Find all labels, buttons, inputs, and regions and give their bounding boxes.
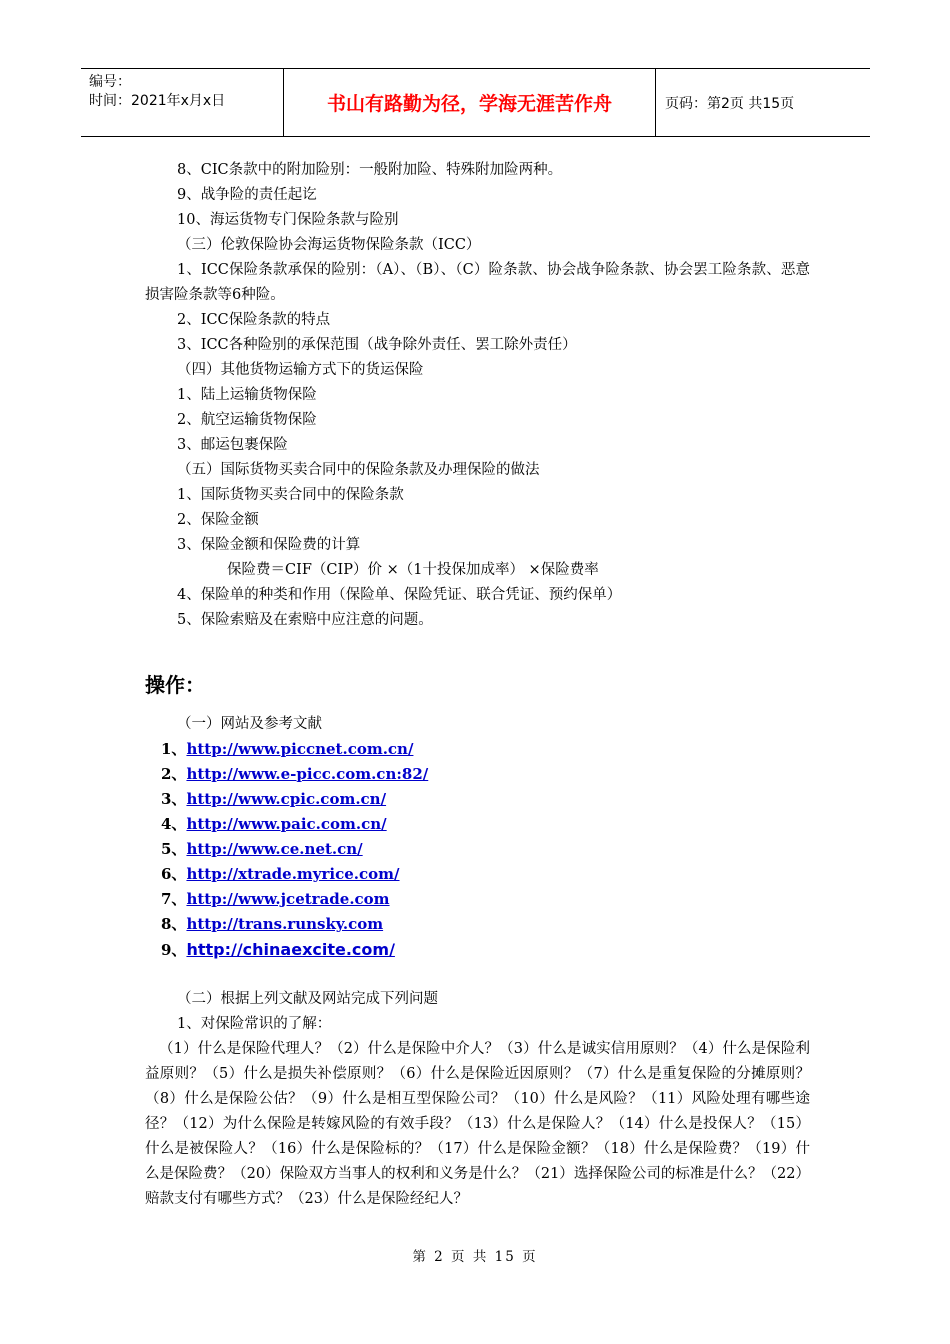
- link-runsky[interactable]: http://trans.runsky.com: [186, 915, 384, 933]
- list-item: [161, 787, 810, 812]
- list-item: [161, 937, 810, 963]
- list-item: [161, 737, 810, 762]
- header-page-label: 页码：第2页 共15页: [665, 95, 795, 112]
- section-title: 操作：: [145, 673, 205, 697]
- subsection-title: （一）网站及参考文献: [177, 716, 322, 732]
- text-line: 10、海运货物专门保险条款与险别: [177, 212, 399, 228]
- link-number: 4、: [161, 815, 187, 833]
- subsection-title: （二）根据上列文献及网站完成下列问题: [177, 991, 438, 1007]
- text-line: 2、保险金额: [177, 512, 259, 528]
- link-number: 3、: [161, 790, 187, 808]
- page-header: [81, 68, 870, 137]
- text-line: （五）国际货物买卖合同中的保险条款及办理保险的做法: [177, 462, 540, 478]
- link-paic[interactable]: http://www.paic.com.cn/: [186, 815, 387, 833]
- questions-paragraph: （1）什么是保险代理人？（2）什么是保险中介人？（3）什么是诚实信用原则？（4）什么是保险利益原则？（5）什么是损失补偿原则？（6）什么是保险近因原则？（7）什么是重复保险的分摊原则？（8）什么是保险公估？（9）什么是相互型保险公司？（10）什么是风险？（11）风险处理有哪些途径？（12）为什么保险是转嫁风险的有效手段？（13）什么是保险人？（14）什么是投保人？（15）什么是被保险人？（16）什么是保险标的？（17）什么是保险金额？（18）什么是保险费？（19）什么是保险费？（20）保险双方当事人的权利和义务是什么？（21）选择保险公司的标准是什么？（22）赔款支付有哪些方式？（23）什么是保险经纪人？: [145, 1041, 810, 1207]
- link-ce-net[interactable]: http://www.ce.net.cn/: [186, 840, 363, 858]
- link-number: 7、: [161, 890, 187, 908]
- link-number: 9、: [161, 941, 187, 959]
- link-number: 2、: [161, 765, 187, 783]
- text-line: 8、CIC条款中的附加险别：一般附加险、特殊附加险两种。: [177, 162, 563, 178]
- page-footer: 第 2 页 共 15 页: [412, 1249, 538, 1265]
- document-body: [145, 158, 810, 1212]
- time-label: 时间：2021年x月x日: [89, 93, 226, 109]
- question-intro: 1、对保险常识的了解：: [177, 1016, 332, 1032]
- text-line: 2、航空运输货物保险: [177, 412, 317, 428]
- text-line: 5、保险索赔及在索赔中应注意的问题。: [177, 612, 433, 628]
- text-line: 3、ICC各种险别的承保范围（战争除外责任、罢工除外责任）: [177, 337, 577, 353]
- list-item: [161, 862, 810, 887]
- link-jcetrade[interactable]: http://www.jcetrade.com: [186, 890, 390, 908]
- link-piccnet[interactable]: http://www.piccnet.com.cn/: [186, 740, 414, 758]
- link-list: [145, 737, 810, 963]
- list-item: [161, 912, 810, 937]
- link-number: 5、: [161, 840, 187, 858]
- text-line: 2、ICC保险条款的特点: [177, 312, 331, 328]
- list-item: [161, 812, 810, 837]
- text-line: 3、保险金额和保险费的计算: [177, 537, 361, 553]
- text-line: 1、国际货物买卖合同中的保险条款: [177, 487, 404, 503]
- text-line: （四）其他货物运输方式下的货运保险: [177, 362, 424, 378]
- text-line: 4、保险单的种类和作用（保险单、保险凭证、联合凭证、预约保单）: [177, 587, 622, 603]
- list-item: [161, 887, 810, 912]
- link-number: 8、: [161, 915, 187, 933]
- text-line: （三）伦敦保险协会海运货物保险条款（ICC）: [177, 237, 481, 253]
- list-item: [161, 837, 810, 862]
- link-number: 1、: [161, 740, 187, 758]
- formula-line: 保险费＝CIF（CIP）价 ×（1十投保加成率） ×保险费率: [227, 562, 599, 578]
- icc-paragraph: 1、ICC保险条款承保的险别：（A）、（B）、（C）险条款、协会战争险条款、协会罢工险条款、恶意损害险条款等6种险。: [145, 262, 810, 303]
- list-item: [161, 762, 810, 787]
- link-xtrade[interactable]: http://xtrade.myrice.com/: [186, 865, 400, 883]
- link-chinaexcite[interactable]: http://chinaexcite.com/: [186, 940, 395, 959]
- link-cpic[interactable]: http://www.cpic.com.cn/: [186, 790, 387, 808]
- header-info: [81, 69, 283, 136]
- text-line: 1、陆上运输货物保险: [177, 387, 317, 403]
- text-line: 3、邮运包裹保险: [177, 437, 288, 453]
- text-line: 9、战争险的责任起讫: [177, 187, 317, 203]
- header-motto: 书山有路勤为径，学海无涯苦作舟: [283, 69, 656, 136]
- link-number: 6、: [161, 865, 187, 883]
- link-e-picc[interactable]: http://www.e-picc.com.cn:82/: [186, 765, 429, 783]
- number-label: 编号：: [89, 74, 131, 90]
